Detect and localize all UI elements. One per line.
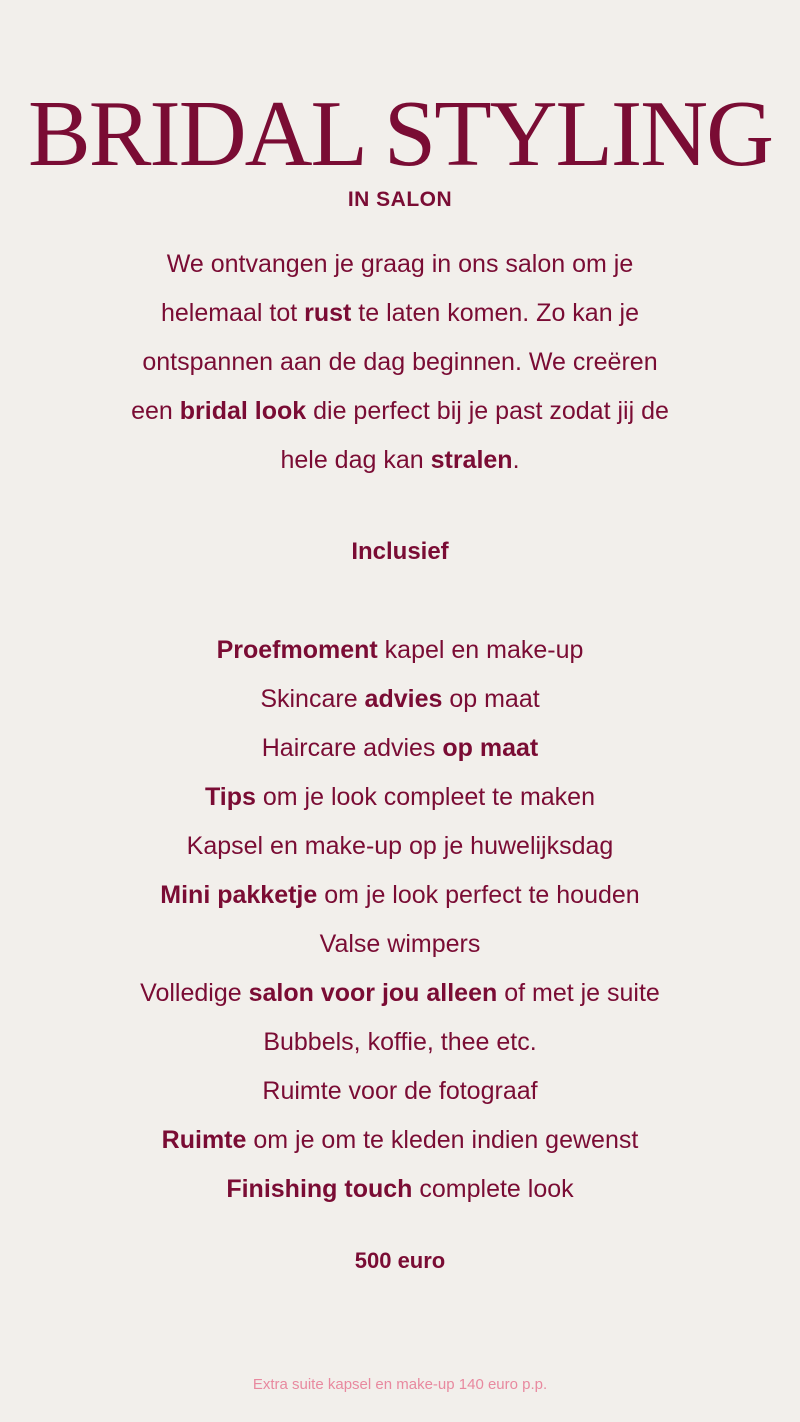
text-segment: op maat	[442, 685, 540, 713]
text-segment: complete look	[412, 1175, 574, 1203]
list-item	[0, 1165, 800, 1214]
list-item	[0, 724, 800, 773]
text-segment: Valse wimpers	[319, 930, 481, 958]
emphasis-text: Mini pakketje	[160, 881, 318, 909]
text-segment: om je look compleet te maken	[255, 783, 595, 811]
list-item	[0, 969, 800, 1018]
text-segment: Ruimte voor de fotograaf	[262, 1077, 538, 1105]
intro-paragraph	[60, 240, 740, 485]
footnote: Extra suite kapsel en make-up 140 euro p.p.	[252, 1376, 548, 1393]
text-segment: te laten komen. Zo kan je	[351, 299, 640, 327]
emphasis-text: stralen	[430, 446, 513, 474]
text-segment: of met je suite	[497, 979, 660, 1007]
emphasis-text: advies	[364, 685, 443, 713]
text-segment: ontspannen aan de dag beginnen. We creëren	[142, 348, 658, 376]
emphasis-text: rust	[304, 299, 352, 327]
text-segment: om je om te kleden indien gewenst	[246, 1126, 639, 1154]
list-item	[0, 1018, 800, 1067]
text-segment: een	[131, 397, 180, 425]
emphasis-text: salon voor jou alleen	[248, 979, 498, 1007]
text-segment: hele dag kan	[280, 446, 431, 474]
list-item	[0, 1067, 800, 1116]
list-item	[0, 626, 800, 675]
emphasis-text: Ruimte	[161, 1126, 247, 1154]
text-segment: kapel en make-up	[377, 636, 584, 664]
list-item	[0, 773, 800, 822]
text-segment: Haircare advies	[261, 734, 443, 762]
emphasis-text: Finishing touch	[226, 1175, 413, 1203]
text-segment: Kapsel en make-up op je huwelijksdag	[186, 832, 614, 860]
emphasis-text: bridal look	[179, 397, 307, 425]
inclusions-heading: Inclusief	[351, 538, 449, 565]
intro-line	[60, 240, 740, 289]
intro-line	[60, 289, 740, 338]
text-segment: Bubbels, koffie, thee etc.	[263, 1028, 537, 1056]
text-segment: helemaal tot	[160, 299, 305, 327]
list-item	[0, 871, 800, 920]
intro-line	[60, 436, 740, 485]
price: 500 euro	[354, 1248, 446, 1273]
emphasis-text: Proefmoment	[216, 636, 378, 664]
text-segment: .	[512, 446, 520, 474]
text-segment: We ontvangen je graag in ons salon om je	[166, 250, 634, 278]
emphasis-text: op maat	[442, 734, 539, 762]
list-item	[0, 822, 800, 871]
intro-line	[60, 387, 740, 436]
page-subtitle: IN SALON	[347, 188, 453, 211]
page-title: BRIDAL STYLING	[28, 82, 772, 186]
list-item	[0, 675, 800, 724]
text-segment: Volledige	[140, 979, 249, 1007]
intro-line	[60, 338, 740, 387]
text-segment: die perfect bij je past zodat jij de	[306, 397, 669, 425]
text-segment: om je look perfect te houden	[317, 881, 640, 909]
list-item	[0, 920, 800, 969]
emphasis-text: Tips	[204, 783, 256, 811]
inclusions-list	[0, 626, 800, 1214]
list-item	[0, 1116, 800, 1165]
text-segment: Skincare	[260, 685, 365, 713]
